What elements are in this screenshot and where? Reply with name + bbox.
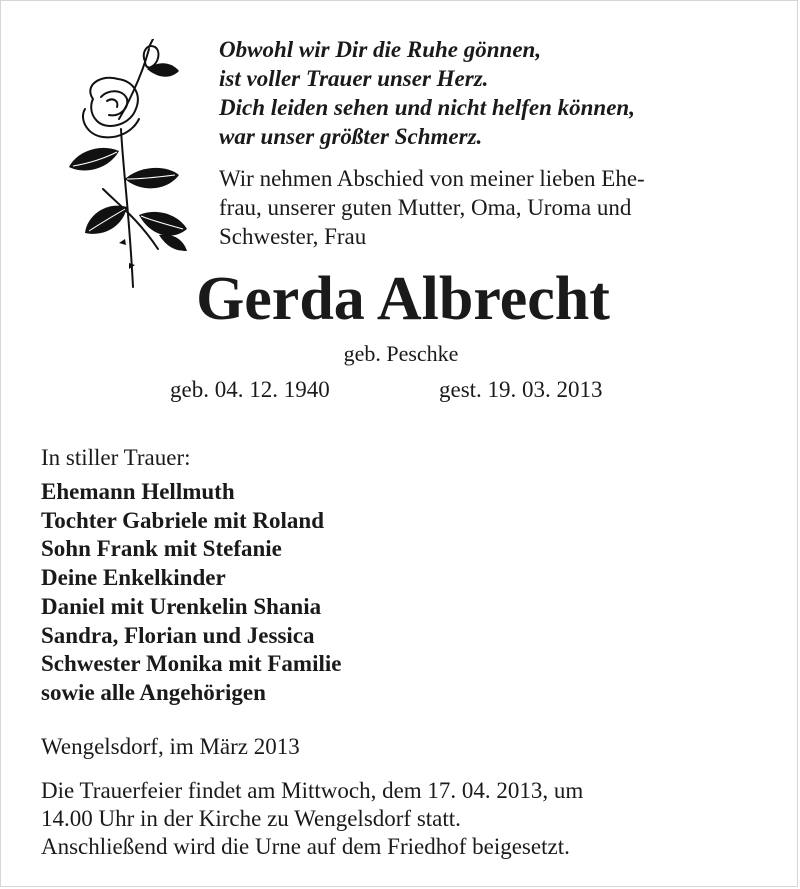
mourners-list xyxy=(41,478,341,708)
farewell-line: frau, unserer guten Mutter, Oma, Uroma und xyxy=(219,195,632,220)
mourner: Sandra, Florian und Jessica xyxy=(41,622,315,648)
farewell-line: Schwester, Frau xyxy=(219,224,367,249)
funeral-info xyxy=(41,777,583,861)
place-date: Wengelsdorf, im März 2013 xyxy=(41,734,300,759)
poem-line: Obwohl wir Dir die Ruhe gönnen, xyxy=(219,37,542,62)
poem-line: war unser größter Schmerz. xyxy=(219,124,483,149)
deceased-name: Gerda Albrecht xyxy=(196,265,610,333)
maiden-name: geb. Peschke xyxy=(343,341,459,366)
mourner: Tochter Gabriele mit Roland xyxy=(41,507,325,533)
poem-line: Dich leiden sehen und nicht helfen können, xyxy=(219,95,635,120)
farewell-line: Wir nehmen Abschied von meiner lieben Ehe- xyxy=(219,166,645,191)
birth-date: geb. 04. 12. 1940 xyxy=(170,377,330,402)
mourner: Schwester Monika mit Familie xyxy=(41,651,342,677)
rose-icon xyxy=(63,39,193,289)
death-date: gest. 19. 03. 2013 xyxy=(439,377,603,402)
funeral-line: 14.00 Uhr in der Kirche zu Wengelsdorf statt. xyxy=(41,806,461,831)
funeral-line: Die Trauerfeier findet am Mittwoch, dem 17. 04. 2013, um xyxy=(41,778,584,803)
mourner: Sohn Frank mit Stefanie xyxy=(41,536,282,562)
mourner: Ehemann Hellmuth xyxy=(41,479,235,504)
poem xyxy=(219,35,635,151)
funeral-line: Anschließend wird die Urne auf dem Friedhof beigesetzt. xyxy=(41,834,570,859)
poem-line: ist voller Trauer unser Herz. xyxy=(219,66,489,91)
mourner: sowie alle Angehörigen xyxy=(41,679,266,705)
mourning-intro: In stiller Trauer: xyxy=(41,445,191,470)
farewell-text xyxy=(219,164,645,251)
mourner: Daniel mit Urenkelin Shania xyxy=(41,593,322,619)
mourner: Deine Enkelkinder xyxy=(41,565,226,591)
